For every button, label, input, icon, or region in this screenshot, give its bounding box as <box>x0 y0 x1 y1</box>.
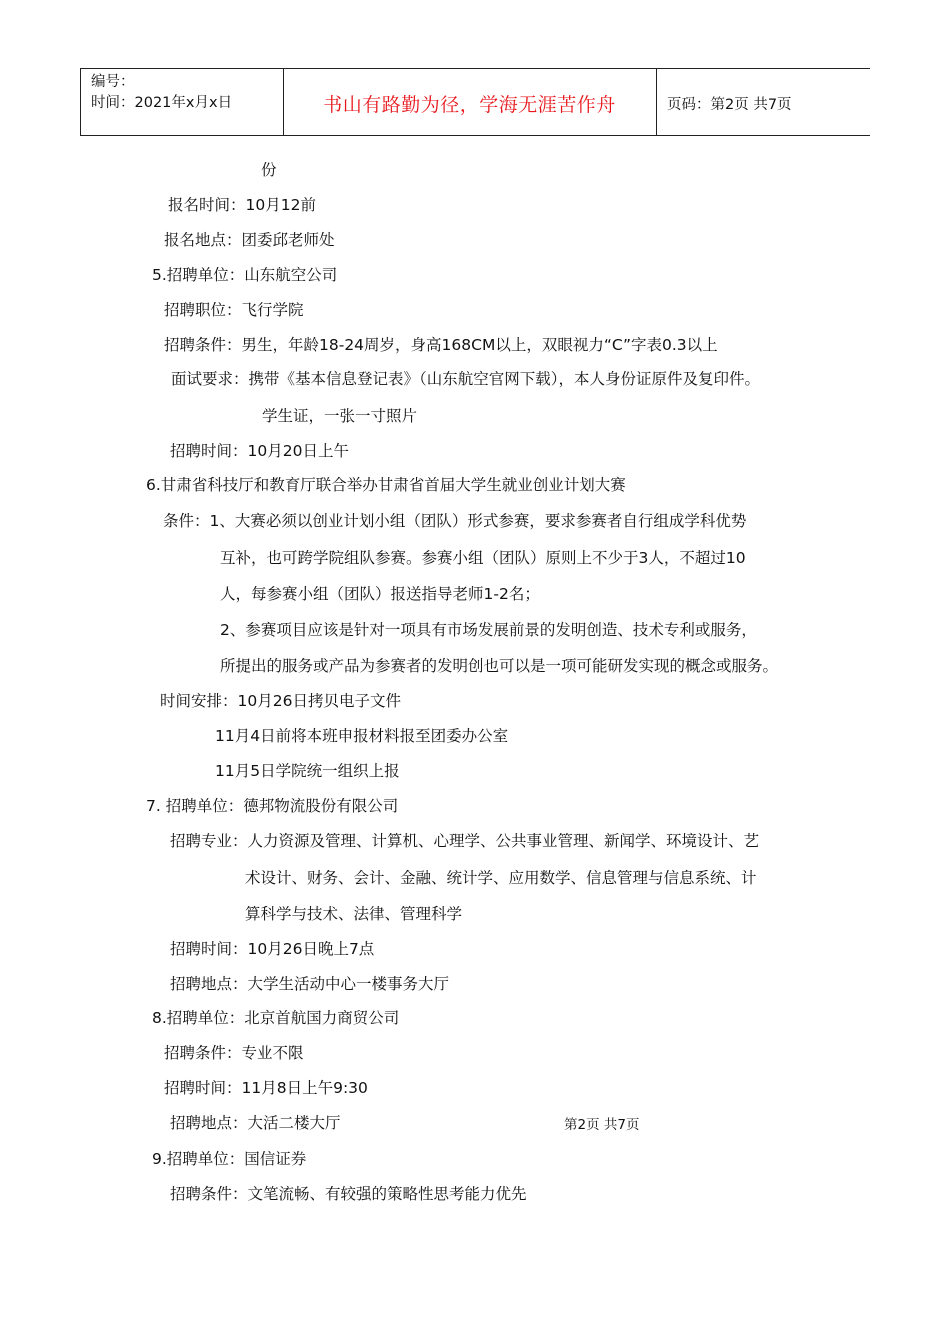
header-page-cell <box>657 69 871 135</box>
page-footer: 第2页 共7页 <box>564 1117 640 1133</box>
body-line: 2、参赛项目应该是针对一项具有市场发展前景的发明创造、技术专利或服务， <box>220 621 757 639</box>
body-line: 人，每参赛小组（团队）报送指导老师1-2名； <box>220 585 540 603</box>
body-line: 学生证，一张一寸照片 <box>262 407 418 425</box>
body-line: 条件：1、大赛必须以创业计划小组（团队）形式参赛，要求参赛者自行组成学科优势 <box>163 512 747 530</box>
body-line: 招聘职位：飞行学院 <box>164 301 304 319</box>
body-line: 所提出的服务或产品为参赛者的发明创也可以是一项可能研发实现的概念或服务。 <box>220 657 779 675</box>
body-line: 11月5日学院统一组织上报 <box>215 762 400 780</box>
body-line: 6.甘肃省科技厅和教育厅联合举办甘肃省首届大学生就业创业计划大赛 <box>146 476 626 494</box>
body-line: 9.招聘单位：国信证券 <box>152 1150 307 1168</box>
header-motto-cell <box>283 69 657 135</box>
body-line: 面试要求：携带《基本信息登记表》（山东航空官网下载），本人身份证原件及复印件。 <box>171 370 761 388</box>
body-line: 招聘时间：10月26日晚上7点 <box>170 940 375 958</box>
document-number: 编号： <box>91 74 135 90</box>
body-line: 招聘条件：男生，年龄18-24周岁，身高168CM以上，双眼视力“C”字表0.3以上 <box>164 336 718 354</box>
body-line: 招聘时间：10月20日上午 <box>170 442 349 460</box>
body-line: 招聘专业：人力资源及管理、计算机、心理学、公共事业管理、新闻学、环境设计、艺 <box>170 832 760 850</box>
document-header <box>80 68 870 136</box>
body-line: 报名时间：10月12前 <box>168 196 316 214</box>
body-line: 11月4日前将本班申报材料报至团委办公室 <box>215 727 509 745</box>
body-line: 招聘时间：11月8日上午9:30 <box>164 1079 368 1097</box>
body-line: 5.招聘单位：山东航空公司 <box>152 266 338 284</box>
body-line: 7. 招聘单位：德邦物流股份有限公司 <box>146 797 399 815</box>
body-line: 时间安排：10月26日拷贝电子文件 <box>160 692 401 710</box>
body-line: 招聘地点：大活二楼大厅 <box>170 1114 341 1132</box>
document-date: 时间：2021年x月x日 <box>91 95 233 111</box>
body-line: 算科学与技术、法律、管理科学 <box>245 905 463 923</box>
body-line: 互补，也可跨学院组队参赛。参赛小组（团队）原则上不少于3人，不超过10 <box>220 549 746 567</box>
body-line: 招聘条件：文笔流畅、有较强的策略性思考能力优先 <box>170 1185 527 1203</box>
body-line: 份 <box>261 161 277 179</box>
body-line: 招聘地点：大学生活动中心一楼事务大厅 <box>170 975 450 993</box>
header-page-number: 页码：第2页 共7页 <box>667 97 792 113</box>
body-line: 术设计、财务、会计、金融、统计学、应用数学、信息管理与信息系统、计 <box>245 869 757 887</box>
body-line: 招聘条件：专业不限 <box>164 1044 304 1062</box>
body-line: 8.招聘单位：北京首航国力商贸公司 <box>152 1009 400 1027</box>
header-meta-cell <box>81 69 284 135</box>
header-motto: 书山有路勤为径，学海无涯苦作舟 <box>323 94 616 116</box>
body-line: 报名地点：团委邱老师处 <box>164 231 335 249</box>
